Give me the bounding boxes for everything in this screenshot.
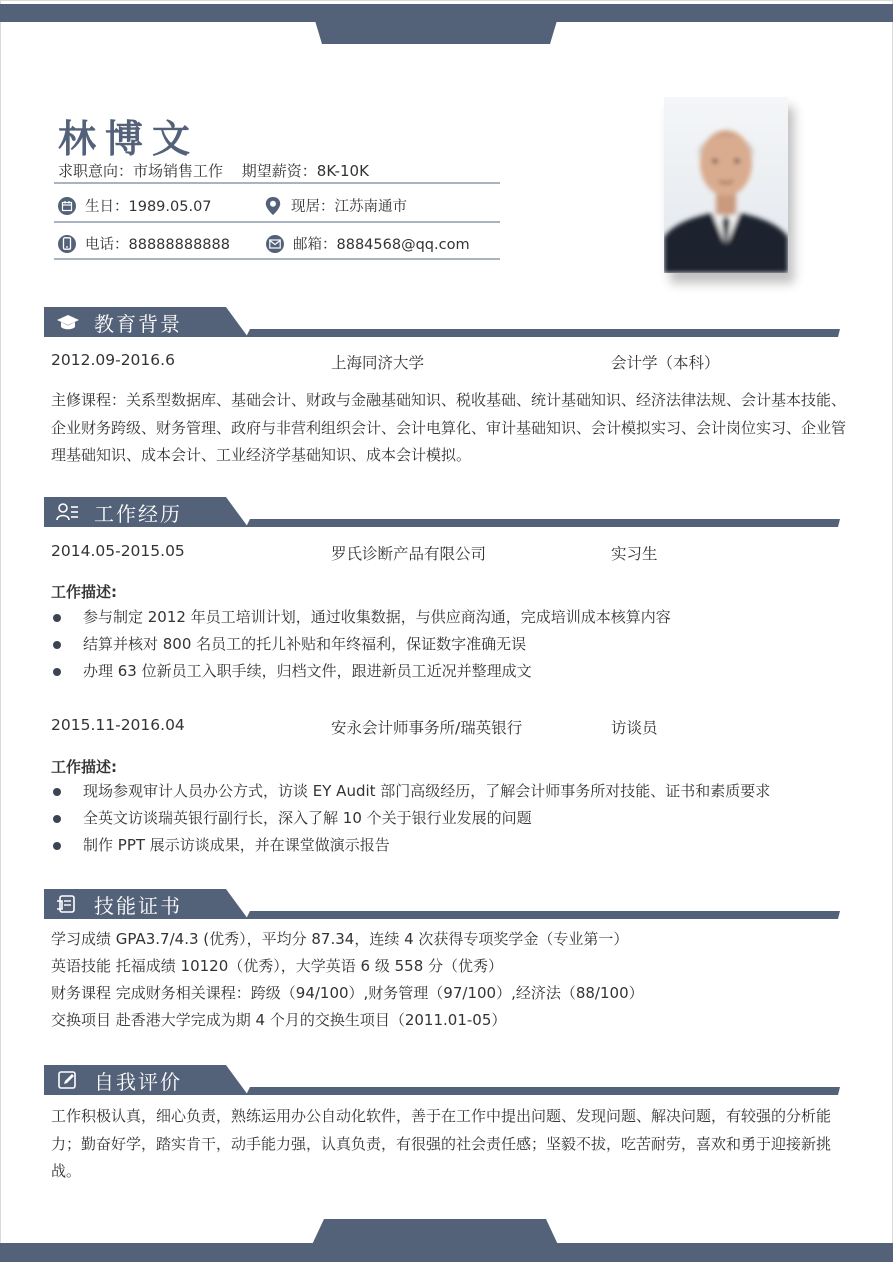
section-header-education [44, 307, 840, 337]
salary-text: 期望薪资：8K-10K [241, 162, 369, 180]
email-text: 邮箱：8884568@qq.com [293, 237, 470, 253]
list-item: 参与制定 2012 年员工培训计划，通过收集数据，与供应商沟通，完成培训成本核算内容 [51, 604, 671, 631]
list-item: 结算并核对 800 名员工的托儿补贴和年终福利，保证数字准确无误 [51, 631, 671, 658]
skill-line: 交换项目 赴香港大学完成为期 4 个月的交换生项目（2011.01-05） [51, 1011, 507, 1029]
education-school: 上海同济大学 [331, 354, 425, 372]
section-title-education: 教育背景 [94, 312, 182, 336]
skill-line: 财务课程 完成财务相关课程：跨级（94/100）,财务管理（97/100）,经济法（88/100） [51, 984, 644, 1002]
phone-info [58, 233, 230, 254]
education-major: 会计学（本科） [611, 354, 720, 372]
education-period: 2012.09-2016.6 [51, 351, 175, 369]
header-rule [54, 182, 500, 184]
info-bottom-rule [54, 258, 500, 260]
email-info [266, 233, 470, 254]
section-header-skills [44, 889, 840, 919]
bottom-decor-bar [0, 1243, 893, 1262]
job-desc-label: 工作描述: [51, 583, 117, 601]
pencil-icon [56, 1070, 80, 1090]
intent-text: 求职意向：市场销售工作 [58, 162, 224, 180]
residence-info [264, 195, 407, 216]
job-company: 罗氏诊断产品有限公司 [331, 545, 487, 563]
education-row [51, 351, 720, 372]
section-header-self-eval [44, 1065, 840, 1095]
residence-text: 现居：江苏南通市 [291, 199, 407, 215]
birthday-text: 生日：1989.05.07 [85, 199, 212, 215]
location-icon [264, 197, 282, 215]
section-title-skills: 技能证书 [94, 894, 182, 918]
list-item: 制作 PPT 展示访谈成果，并在课堂做演示报告 [51, 832, 770, 859]
mail-icon [266, 235, 284, 253]
education-courses: 主修课程：关系型数据库、基础会计、财政与金融基础知识、税收基础、统计基础知识、经济法律法规、会计基本技能、企业财务跨级、财务管理、政府与非营利组织会计、会计电算化、审计基础知识、会计模拟实习、会计岗位实习、企业管理基础知识、成本会计、工业经济学基础知识、成本会计模拟。 [51, 391, 847, 464]
job-duties-2 [51, 778, 770, 859]
job-row-1 [51, 542, 658, 563]
job-row-2 [51, 716, 658, 737]
person-list-icon [56, 502, 80, 522]
profile-photo [664, 97, 788, 273]
section-title-self-eval: 自我评价 [94, 1070, 182, 1094]
job-role: 访谈员 [611, 719, 658, 737]
skills-list [51, 926, 644, 1034]
list-item: 全英文访谈瑞英银行副行长，深入了解 10 个关于银行业发展的问题 [51, 805, 770, 832]
job-company: 安永会计师事务所/瑞英银行 [331, 719, 523, 737]
job-desc-label: 工作描述: [51, 758, 117, 776]
skill-line: 学习成绩 GPA3.7/4.3 (优秀），平均分 87.34，连续 4 次获得专项奖学金（专业第一） [51, 930, 629, 948]
section-title-work: 工作经历 [94, 502, 182, 526]
job-intent [58, 160, 383, 181]
calendar-icon [58, 197, 76, 215]
list-item: 现场参观审计人员办公方式，访谈 EY Audit 部门高级经历，了解会计师事务所对技能、证书和素质要求 [51, 778, 770, 805]
self-eval-text: 工作积极认真，细心负责，熟练运用办公自动化软件，善于在工作中提出问题、发现问题、解决问题，有较强的分析能力；勤奋好学，踏实肯干，动手能力强，认真负责，有很强的社会责任感；坚毅不拔，吃苦耐劳，喜欢和勇于迎接新挑战。 [51, 1107, 832, 1180]
info-rule [54, 221, 500, 223]
top-decor-tab [310, 4, 562, 44]
graduation-cap-icon [56, 312, 80, 332]
phone-icon [58, 235, 76, 253]
job-duties-1 [51, 604, 671, 685]
job-period: 2014.05-2015.05 [51, 542, 185, 560]
birthday-info [58, 195, 212, 216]
job-period: 2015.11-2016.04 [51, 716, 185, 734]
skill-line: 英语技能 托福成绩 10120（优秀），大学英语 6 级 558 分（优秀） [51, 957, 504, 975]
certificate-icon [56, 894, 80, 914]
candidate-name: 林博文 [58, 117, 200, 161]
section-header-work [44, 497, 840, 527]
list-item: 办理 63 位新员工入职手续，归档文件，跟进新员工近况并整理成文 [51, 658, 671, 685]
job-role: 实习生 [611, 545, 658, 563]
phone-text: 电话：88888888888 [85, 237, 230, 253]
